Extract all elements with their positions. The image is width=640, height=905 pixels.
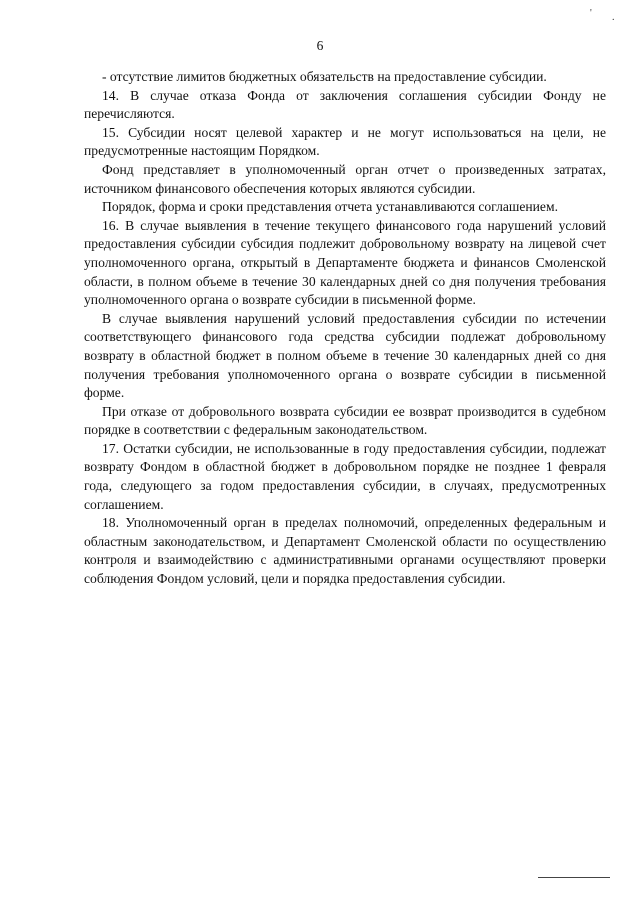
document-body [84, 68, 606, 589]
page-number: 6 [316, 38, 324, 53]
corner-mark: ' [590, 8, 592, 19]
paragraph-15: 15. Субсидии носят целевой характер и не могут использоваться на цели, не предусмотренные настоящим Порядком. [84, 124, 606, 159]
paragraph-report: Фонд представляет в уполномоченный орган отчет о произведенных затратах, источником финансового обеспечения которых являются субсидии. [84, 161, 606, 196]
paragraph-18: 18. Уполномоченный орган в пределах полномочий, определенных федеральным и областным законодательством, и Департамент Смоленской области по осуществлению контроля и взаимодействию с административными органами осуществляют проверки соблюдения Фондом условий, цели и порядка предоставления субсидии. [84, 515, 606, 587]
paragraph-16: 16. В случае выявления в течение текущего финансового года нарушений условий предоставления субсидии субсидия подлежит добровольному возврату на лицевой счет уполномоченного органа, открытый в Департаменте бюджета и финансов Смоленской области, в полном объеме в течение 30 календарных дней со дня получения требования уполномоченного органа о возврате субсидии в письменной форме. [84, 217, 606, 308]
paragraph-report-terms: Порядок, форма и сроки представления отчета устанавливаются соглашением. [102, 199, 558, 215]
corner-mark: . [612, 12, 615, 23]
paragraph-limits: - отсутствие лимитов бюджетных обязательств на предоставление субсидии. [102, 69, 547, 84]
paragraph-14: 14. В случае отказа Фонда от заключения соглашения субсидии Фонду не перечисляются. [84, 87, 606, 122]
paragraph-17: 17. Остатки субсидии, не использованные в году предоставления субсидии, подлежат возврату Фондом в областной бюджет в добровольном порядке не позднее 1 февраля года, следующего за годом предоставления субсидии, в случаях, предусмотренных соглашением. [84, 440, 606, 512]
bottom-divider [538, 877, 610, 878]
paragraph-16-after-year: В случае выявления нарушений условий предоставления субсидии по истечении соответствующего финансового года средства субсидии подлежат добровольному возврату в областной бюджет в полном объеме в течение 30 календарных дней со дня получения требования уполномоченного органа о возврате субсидии в письменной форме. [84, 310, 606, 401]
paragraph-16-refusal: При отказе от добровольного возврата субсидии ее возврат производится в судебном порядке в соответствии с федеральным законодательством. [84, 403, 606, 438]
